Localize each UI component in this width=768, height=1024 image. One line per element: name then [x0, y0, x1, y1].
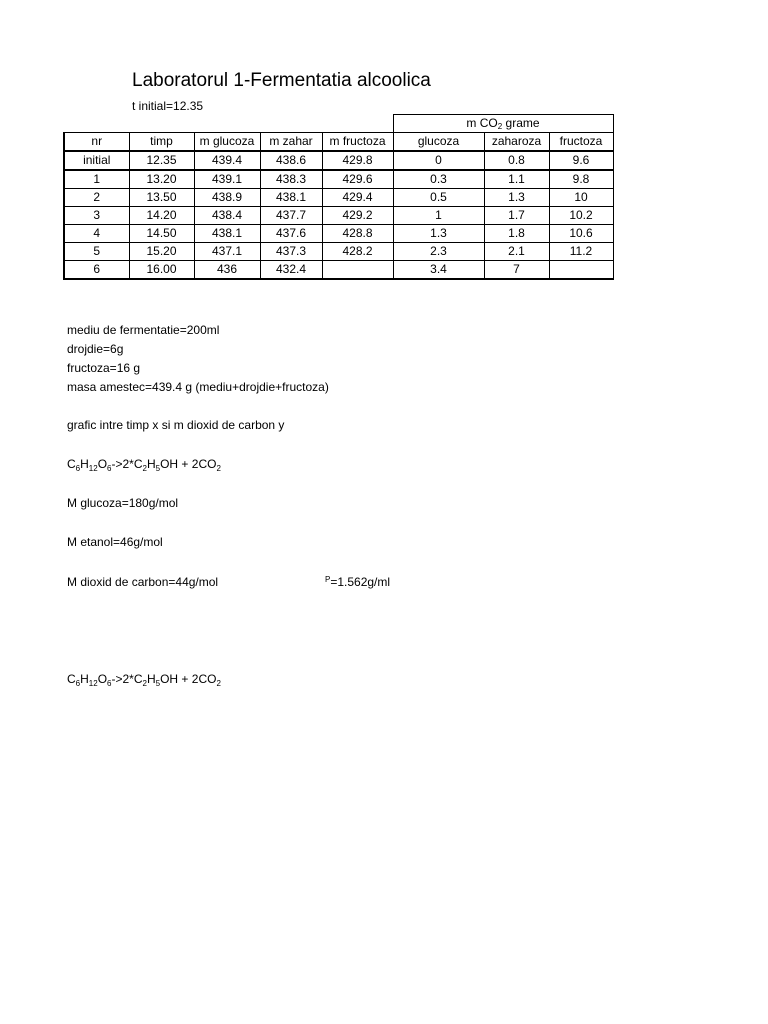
- fermentation-table: [63, 114, 614, 280]
- table-cell: 428.8: [322, 225, 393, 243]
- table-cell: [322, 261, 393, 280]
- graph-note: grafic intre timp x si m dioxid de carbon y: [67, 418, 285, 432]
- table-cell: 432.4: [260, 261, 322, 280]
- column-header: nr: [64, 133, 129, 152]
- table-cell: 438.3: [260, 170, 322, 189]
- table-body: [64, 151, 613, 279]
- table-cell: 11.2: [549, 243, 613, 261]
- table-cell: 438.9: [194, 189, 260, 207]
- table-cell: 429.6: [322, 170, 393, 189]
- table-cell: 428.2: [322, 243, 393, 261]
- table-cell: 0.8: [484, 151, 549, 170]
- table-cell: 1.7: [484, 207, 549, 225]
- molar-mass-ethanol: M etanol=46g/mol: [67, 535, 163, 549]
- table-cell: 9.6: [549, 151, 613, 170]
- co2-group-header: m $CO_2$ grame: [393, 115, 613, 133]
- table-cell: [549, 261, 613, 280]
- table-cell: 438.1: [194, 225, 260, 243]
- table-cell: 7: [484, 261, 549, 280]
- blank-header-cell: [64, 115, 393, 133]
- column-header: m fructoza: [322, 133, 393, 152]
- table-cell: 1.3: [484, 189, 549, 207]
- document-title: Laboratorul 1-Fermentatia alcoolica: [132, 70, 431, 91]
- table-cell: 1.8: [484, 225, 549, 243]
- table-cell: 14.50: [129, 225, 194, 243]
- table-cell: 4: [64, 225, 129, 243]
- column-header: m glucoza: [194, 133, 260, 152]
- reaction-equation: $C_6H_{12}O_6->2*C_2H_5OH + 2CO_2$: [67, 457, 221, 473]
- table-cell: 2.1: [484, 243, 549, 261]
- table-cell: 3: [64, 207, 129, 225]
- table-cell: 6: [64, 261, 129, 280]
- table-cell: 14.20: [129, 207, 194, 225]
- table-row: [64, 170, 613, 189]
- table-cell: 3.4: [393, 261, 484, 280]
- column-header: m zahar: [260, 133, 322, 152]
- molar-mass-co2: M dioxid de carbon=44g/mol: [67, 575, 219, 589]
- column-header: glucoza: [393, 133, 484, 152]
- note-medium: mediu de fermentatie=200ml: [67, 323, 220, 337]
- column-header: fructoza: [549, 133, 613, 152]
- table-cell: 1: [393, 207, 484, 225]
- table-row: [64, 151, 613, 170]
- table-row: [64, 207, 613, 225]
- note-yeast: drojdie=6g: [67, 342, 124, 356]
- table-cell: 439.1: [194, 170, 260, 189]
- table-cell: 438.1: [260, 189, 322, 207]
- table-cell: 438.6: [260, 151, 322, 170]
- table-cell: 15.20: [129, 243, 194, 261]
- table-row: [64, 243, 613, 261]
- table-cell: 437.7: [260, 207, 322, 225]
- table-cell: 1.3: [393, 225, 484, 243]
- table-cell: 436: [194, 261, 260, 280]
- table-cell: 5: [64, 243, 129, 261]
- reaction-equation: $C_6H_{12}O_6->2*C_2H_5OH + 2CO_2$: [67, 672, 221, 688]
- table-cell: 13.20: [129, 170, 194, 189]
- table-cell: 2.3: [393, 243, 484, 261]
- molar-mass-glucose: M glucoza=180g/mol: [67, 496, 179, 510]
- table-cell: 10: [549, 189, 613, 207]
- table-cell: 2: [64, 189, 129, 207]
- initial-time-note: t initial=12.35: [132, 99, 204, 113]
- table-group-header-row: [64, 115, 613, 133]
- table-cell: 0.3: [393, 170, 484, 189]
- table-cell: 429.4: [322, 189, 393, 207]
- table-cell: 10.2: [549, 207, 613, 225]
- table-cell: 9.8: [549, 170, 613, 189]
- table-cell: 10.6: [549, 225, 613, 243]
- table-row: [64, 225, 613, 243]
- table-cell: 429.2: [322, 207, 393, 225]
- table-cell: 437.3: [260, 243, 322, 261]
- table-cell: 0: [393, 151, 484, 170]
- density-symbol: P: [325, 575, 331, 584]
- table-cell: 438.4: [194, 207, 260, 225]
- table-cell: 439.4: [194, 151, 260, 170]
- note-fructose: fructoza=16 g: [67, 361, 141, 375]
- table-cell: 437.1: [194, 243, 260, 261]
- table-cell: 1: [64, 170, 129, 189]
- density-note: [325, 575, 390, 589]
- table-cell: 0.5: [393, 189, 484, 207]
- table-cell: 1.1: [484, 170, 549, 189]
- table-row: [64, 261, 613, 280]
- table-cell: 13.50: [129, 189, 194, 207]
- table-cell: 12.35: [129, 151, 194, 170]
- density-value: =1.562g/ml: [330, 575, 391, 589]
- column-header: zaharoza: [484, 133, 549, 152]
- table-cell: initial: [64, 151, 129, 170]
- note-mixture-mass: masa amestec=439.4 g (mediu+drojdie+fructoza): [67, 380, 329, 394]
- table-cell: 16.00: [129, 261, 194, 280]
- table-cell: 429.8: [322, 151, 393, 170]
- column-header: timp: [129, 133, 194, 152]
- table-row: [64, 189, 613, 207]
- table-header-row: [64, 133, 613, 152]
- table-cell: 437.6: [260, 225, 322, 243]
